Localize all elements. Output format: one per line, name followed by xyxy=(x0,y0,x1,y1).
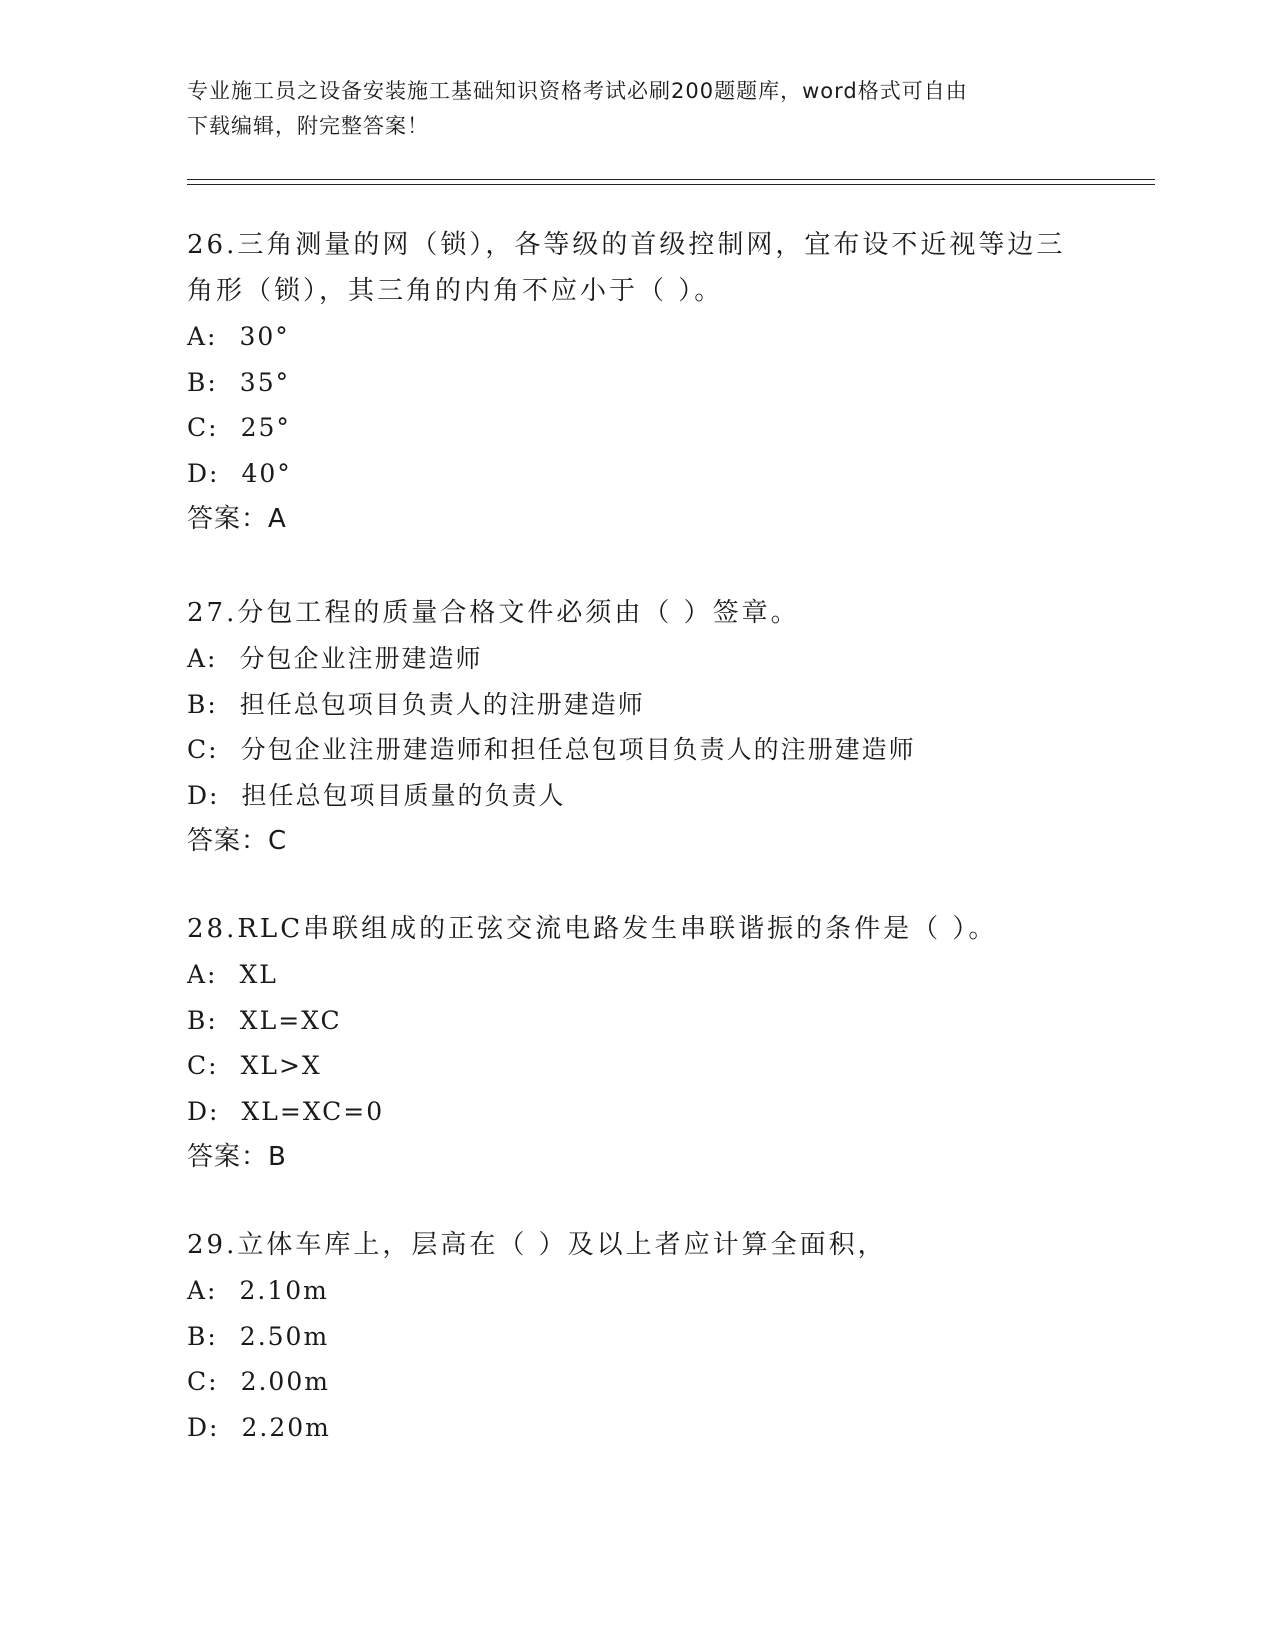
question-text-line-2: 角形（锁），其三角的内角不应小于（ ）。 xyxy=(187,276,724,306)
option-text: 分包企业注册建造师 xyxy=(239,644,483,673)
option-a xyxy=(187,636,1087,682)
option-text: XL=XC=0 xyxy=(241,1096,385,1126)
option-text: 30° xyxy=(239,322,290,351)
option-letter: C: xyxy=(187,1367,219,1396)
question-28 xyxy=(187,906,1087,1180)
option-letter: D: xyxy=(187,780,220,810)
option-letter: C: xyxy=(187,1051,219,1080)
option-text: 35° xyxy=(239,367,291,397)
option-text: 担任总包项目质量的负责人 xyxy=(241,780,566,810)
option-letter: D: xyxy=(187,458,220,488)
document-header xyxy=(187,74,1087,144)
option-text: 担任总包项目负责人的注册建造师 xyxy=(239,689,645,719)
option-text: 2.00m xyxy=(240,1367,330,1396)
option-letter: A: xyxy=(187,1276,218,1305)
option-letter: B: xyxy=(187,1321,218,1351)
option-letter: D: xyxy=(187,1412,220,1442)
option-b xyxy=(187,682,1087,728)
answer-label: 答案：B xyxy=(187,1142,287,1172)
option-text: 25° xyxy=(240,413,291,442)
option-letter: B: xyxy=(187,1005,218,1035)
question-text-line-1: 27.分包工程的质量合格文件必须由（ ）签章。 xyxy=(187,598,800,628)
option-d xyxy=(187,1089,1087,1135)
question-text-line-1: 29.立体车库上，层高在（ ）及以上者应计算全面积， xyxy=(187,1230,887,1260)
option-b xyxy=(187,998,1087,1044)
option-letter: C: xyxy=(187,735,219,764)
option-letter: D: xyxy=(187,1096,220,1126)
header-title-line-1: 专业施工员之设备安装施工基础知识资格考试必刷200题题库，word格式可自由 xyxy=(187,79,968,103)
option-b xyxy=(187,360,1087,406)
header-title-line-2: 下载编辑，附完整答案！ xyxy=(187,114,429,138)
option-c xyxy=(187,1043,1087,1089)
option-text: 分包企业注册建造师和担任总包项目负责人的注册建造师 xyxy=(240,735,916,764)
option-text: 2.10m xyxy=(239,1276,329,1305)
option-letter: B: xyxy=(187,367,218,397)
answer-label: 答案：C xyxy=(187,826,288,856)
option-text: XL>X xyxy=(240,1051,322,1080)
option-text: 2.50m xyxy=(239,1321,330,1351)
option-d xyxy=(187,1405,1087,1451)
option-d xyxy=(187,451,1087,497)
question-text-line-1: 26.三角测量的网（锁），各等级的首级控制网，宜布设不近视等边三 xyxy=(187,230,1066,260)
option-c xyxy=(187,1359,1087,1405)
header-divider-top xyxy=(187,179,1155,180)
option-d xyxy=(187,773,1087,819)
question-29 xyxy=(187,1222,1087,1450)
option-letter: A: xyxy=(187,644,218,673)
header-divider-bottom xyxy=(187,184,1155,185)
option-a xyxy=(187,952,1087,998)
question-text-line-1: 28.RLC串联组成的正弦交流电路发生串联谐振的条件是（ ）。 xyxy=(187,914,998,944)
option-c xyxy=(187,405,1087,451)
option-text: 40° xyxy=(241,458,292,488)
option-text: XL=XC xyxy=(239,1005,342,1035)
option-letter: A: xyxy=(187,960,218,989)
option-text: 2.20m xyxy=(241,1412,331,1442)
option-letter: B: xyxy=(187,689,218,719)
option-b xyxy=(187,1314,1087,1360)
option-a xyxy=(187,314,1087,360)
option-a xyxy=(187,1268,1087,1314)
option-letter: A: xyxy=(187,322,218,351)
option-text: XL xyxy=(239,960,278,989)
question-27 xyxy=(187,590,1087,864)
question-26 xyxy=(187,222,1087,542)
option-letter: C: xyxy=(187,413,219,442)
answer-label: 答案：A xyxy=(187,504,287,534)
option-c xyxy=(187,727,1087,773)
